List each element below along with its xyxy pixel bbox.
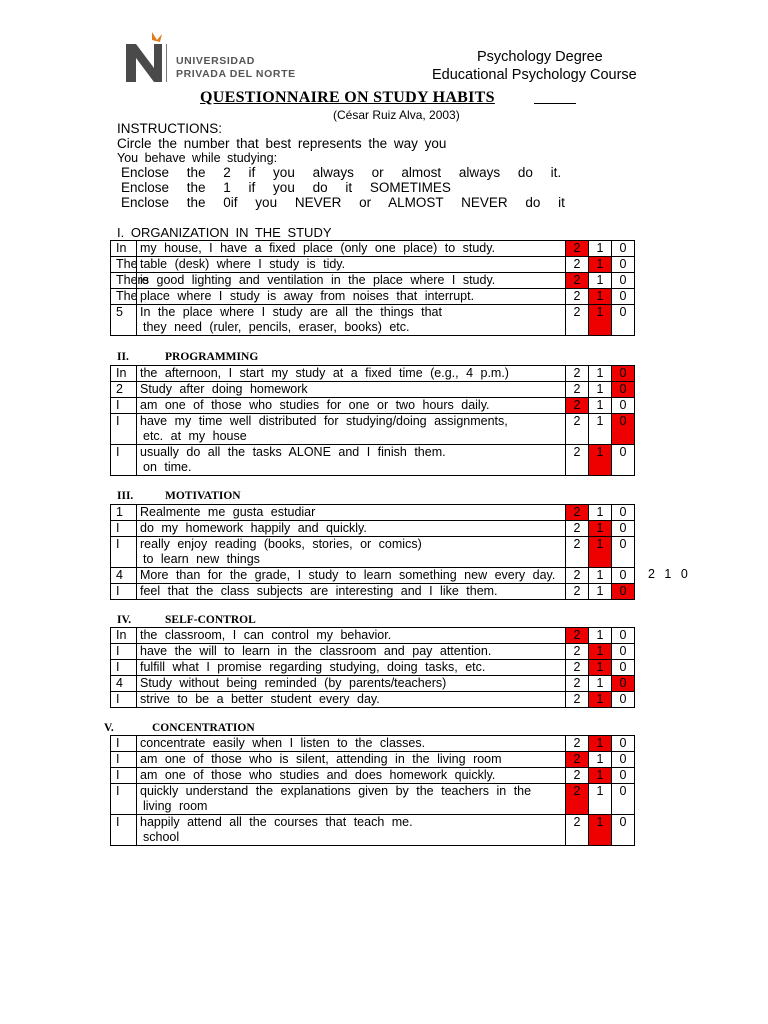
section-number: I. (117, 225, 125, 240)
question-text-cell (137, 736, 566, 752)
question-number: 2 (111, 382, 137, 398)
score-option-0[interactable]: 0 (612, 382, 635, 398)
section-table (110, 365, 635, 476)
instructions-line: Enclose the 2 if you always or almost always do it. (121, 165, 562, 180)
score-option-1[interactable]: 1 (589, 305, 612, 336)
score-option-2[interactable]: 2 (566, 568, 589, 584)
question-text: table (desk) where I study is tidy. (140, 257, 346, 271)
question-text: do my homework happily and quickly. (140, 521, 367, 535)
question-row (111, 768, 635, 784)
score-option-1[interactable]: 1 (589, 784, 612, 815)
question-number: I (111, 521, 137, 537)
score-option-0[interactable]: 0 (612, 537, 635, 568)
question-text-continued: etc. at my house (143, 429, 247, 443)
question-text-cell (137, 241, 566, 257)
question-row (111, 628, 635, 644)
question-text-cell (137, 414, 566, 445)
section-title: PROGRAMMING (165, 351, 259, 363)
score-option-1[interactable]: 1 (589, 398, 612, 414)
question-text-continued: school (143, 830, 180, 844)
score-option-0[interactable]: 0 (612, 257, 635, 273)
question-number: In (111, 241, 137, 257)
score-option-2[interactable]: 2 (566, 505, 589, 521)
question-text: am one of those who studies for one or two hours daily. (140, 398, 490, 412)
question-row (111, 815, 635, 846)
score-option-1[interactable]: 1 (589, 752, 612, 768)
university-logo (124, 30, 314, 86)
question-text: fulfill what I promise regarding studying, doing tasks, etc. (140, 660, 486, 674)
question-number: The (111, 289, 137, 305)
score-option-0[interactable]: 0 (612, 784, 635, 815)
score-option-2[interactable]: 2 (566, 398, 589, 414)
section-heading (117, 490, 241, 502)
question-row (111, 305, 635, 336)
question-number: I (111, 784, 137, 815)
score-option-0[interactable]: 0 (612, 644, 635, 660)
question-row (111, 676, 635, 692)
question-text: am one of those who is silent, attending in the living room (140, 752, 502, 766)
question-number: I (111, 398, 137, 414)
score-option-0[interactable]: 0 (612, 752, 635, 768)
score-option-2[interactable]: 2 (566, 660, 589, 676)
score-option-1[interactable]: 1 (589, 382, 612, 398)
question-row (111, 382, 635, 398)
question-text-cell (137, 521, 566, 537)
score-option-0[interactable]: 0 (612, 768, 635, 784)
score-option-0[interactable]: 0 (612, 445, 635, 476)
question-text-cell (137, 815, 566, 846)
question-number: I (111, 692, 137, 708)
question-text-cell (137, 584, 566, 600)
question-number: I (111, 752, 137, 768)
score-option-1[interactable]: 1 (589, 736, 612, 752)
score-option-1[interactable]: 1 (589, 768, 612, 784)
score-option-2[interactable]: 2 (566, 676, 589, 692)
section-table (110, 735, 635, 846)
section-title: CONCENTRATION (152, 722, 255, 734)
question-row (111, 644, 635, 660)
section-number: III. (117, 490, 134, 502)
question-text: is good lighting and ventilation in the place where I study. (140, 273, 496, 287)
title-underline (534, 103, 576, 104)
score-option-0[interactable]: 0 (612, 273, 635, 289)
question-number: I (111, 768, 137, 784)
question-text: Study after doing homework (140, 382, 308, 396)
logo-line-2: PRIVADA DEL NORTE (176, 68, 296, 80)
section-table (110, 240, 635, 336)
score-option-2[interactable]: 2 (566, 784, 589, 815)
score-option-0[interactable]: 0 (612, 660, 635, 676)
score-option-2[interactable]: 2 (566, 289, 589, 305)
score-option-0[interactable]: 0 (612, 692, 635, 708)
score-option-2[interactable]: 2 (566, 382, 589, 398)
question-text-cell (137, 445, 566, 476)
question-row (111, 273, 635, 289)
question-text: More than for the grade, I study to learn something new every day. (140, 568, 556, 582)
score-option-2[interactable]: 2 (566, 241, 589, 257)
question-row (111, 752, 635, 768)
question-text: have my time well distributed for studying/doing assignments, (140, 414, 508, 428)
score-option-2[interactable]: 2 (566, 815, 589, 846)
section-table (110, 627, 635, 708)
score-option-0[interactable]: 0 (612, 366, 635, 382)
question-text: concentrate easily when I listen to the classes. (140, 736, 426, 750)
question-text-cell (137, 398, 566, 414)
score-option-0[interactable]: 0 (612, 398, 635, 414)
score-option-2[interactable]: 2 (566, 752, 589, 768)
score-option-0[interactable]: 0 (612, 521, 635, 537)
question-row (111, 736, 635, 752)
question-row (111, 366, 635, 382)
question-number: I (111, 584, 137, 600)
score-option-2[interactable]: 2 (566, 692, 589, 708)
score-option-1[interactable]: 1 (589, 676, 612, 692)
question-row (111, 521, 635, 537)
section-heading (117, 614, 256, 626)
question-text: Study without being reminded (by parents/teachers) (140, 676, 447, 690)
score-option-0[interactable]: 0 (612, 628, 635, 644)
question-text: the afternoon, I start my study at a fixed time (e.g., 4 p.m.) (140, 366, 509, 380)
question-text: really enjoy reading (books, stories, or comics) (140, 537, 422, 551)
question-text-cell (137, 768, 566, 784)
logo-line-1: UNIVERSIDAD (176, 55, 255, 67)
score-option-1[interactable]: 1 (589, 366, 612, 382)
score-option-2[interactable]: 2 (566, 305, 589, 336)
score-option-0[interactable]: 0 (612, 815, 635, 846)
question-text-cell (137, 257, 566, 273)
question-text: quickly understand the explanations given by the teachers in the (140, 784, 532, 798)
score-option-2[interactable]: 2 (566, 257, 589, 273)
question-text-cell (137, 660, 566, 676)
score-option-1[interactable]: 1 (589, 568, 612, 584)
question-number: I (111, 445, 137, 476)
question-text: Realmente me gusta estudiar (140, 505, 316, 519)
score-option-0[interactable]: 0 (612, 676, 635, 692)
question-text: feel that the class subjects are interesting and I like them. (140, 584, 498, 598)
section-heading (104, 722, 255, 734)
question-text: am one of those who studies and does homework quickly. (140, 768, 496, 782)
question-text-cell (137, 382, 566, 398)
question-text-cell (137, 644, 566, 660)
score-option-1[interactable]: 1 (589, 521, 612, 537)
question-row (111, 537, 635, 568)
section-number: V. (104, 722, 114, 734)
score-option-1[interactable]: 1 (589, 241, 612, 257)
question-row (111, 568, 635, 584)
course-label: Educational Psychology Course (432, 67, 637, 83)
score-option-0[interactable]: 0 (612, 305, 635, 336)
question-row (111, 257, 635, 273)
section-number: II. (117, 351, 129, 363)
score-option-0[interactable]: 0 (612, 736, 635, 752)
question-text-continued: to learn new things (143, 552, 260, 566)
score-option-0[interactable]: 0 (612, 241, 635, 257)
question-text: the classroom, I can control my behavior. (140, 628, 392, 642)
question-number: I (111, 644, 137, 660)
question-number: 4 (111, 568, 137, 584)
score-option-1[interactable]: 1 (589, 584, 612, 600)
instructions-line: Circle the number that best represents the way you (117, 136, 447, 151)
question-row (111, 660, 635, 676)
score-option-1[interactable]: 1 (589, 660, 612, 676)
question-number: I (111, 414, 137, 445)
section-heading (117, 225, 332, 240)
question-row (111, 414, 635, 445)
question-text-cell (137, 568, 566, 584)
unpn-emblem-icon (124, 30, 170, 86)
section-heading (117, 351, 258, 363)
question-text-cell (137, 505, 566, 521)
score-option-0[interactable]: 0 (612, 568, 635, 584)
question-number: The (111, 257, 137, 273)
score-option-2[interactable]: 2 (566, 273, 589, 289)
score-option-1[interactable]: 1 (589, 289, 612, 305)
score-option-2[interactable]: 2 (566, 628, 589, 644)
score-option-1[interactable]: 1 (589, 537, 612, 568)
question-text-cell (137, 692, 566, 708)
question-text-continued: on time. (143, 460, 192, 474)
question-row (111, 241, 635, 257)
score-option-0[interactable]: 0 (612, 584, 635, 600)
question-text-continued: they need (ruler, pencils, eraser, books) etc. (143, 320, 410, 334)
score-option-1[interactable]: 1 (589, 505, 612, 521)
score-option-1[interactable]: 1 (589, 414, 612, 445)
score-option-2[interactable]: 2 (566, 537, 589, 568)
question-text: usually do all the tasks ALONE and I finish them. (140, 445, 446, 459)
question-number: In (111, 628, 137, 644)
section-title: ORGANIZATION IN THE STUDY (130, 225, 332, 240)
question-number: I (111, 660, 137, 676)
score-option-2[interactable]: 2 (566, 366, 589, 382)
question-text-continued: living room (143, 799, 208, 813)
score-option-1[interactable]: 1 (589, 815, 612, 846)
overflow-scores: 2 1 0 (648, 567, 688, 581)
question-text: happily attend all the courses that teach me. (140, 815, 413, 829)
question-text-cell (137, 273, 566, 289)
question-text-cell (137, 366, 566, 382)
score-option-2[interactable]: 2 (566, 584, 589, 600)
score-option-1[interactable]: 1 (589, 644, 612, 660)
question-text-cell (137, 676, 566, 692)
score-option-2[interactable]: 2 (566, 414, 589, 445)
question-row (111, 445, 635, 476)
score-option-0[interactable]: 0 (612, 289, 635, 305)
question-text: have the will to learn in the classroom and pay attention. (140, 644, 492, 658)
question-number: 1 (111, 505, 137, 521)
question-number: I (111, 736, 137, 752)
section-title: SELF-CONTROL (165, 614, 256, 626)
question-row (111, 584, 635, 600)
score-option-2[interactable]: 2 (566, 521, 589, 537)
question-number: There (111, 273, 137, 289)
question-number: I (111, 815, 137, 846)
question-number: 5 (111, 305, 137, 336)
question-text-cell (137, 784, 566, 815)
question-row (111, 692, 635, 708)
author-citation: (César Ruiz Alva, 2003) (333, 108, 460, 122)
score-option-1[interactable]: 1 (589, 257, 612, 273)
score-option-1[interactable]: 1 (589, 273, 612, 289)
score-option-2[interactable]: 2 (566, 736, 589, 752)
question-text-cell (137, 628, 566, 644)
question-number: I (111, 537, 137, 568)
question-row (111, 505, 635, 521)
score-option-0[interactable]: 0 (612, 414, 635, 445)
score-option-2[interactable]: 2 (566, 445, 589, 476)
question-text: In the place where I study are all the things that (140, 305, 442, 319)
instructions-heading: INSTRUCTIONS: (117, 121, 223, 136)
question-row (111, 398, 635, 414)
question-number: 4 (111, 676, 137, 692)
instructions-line: Enclose the 0if you NEVER or ALMOST NEVER do it (121, 195, 565, 210)
question-text: place where I study is away from noises that interrupt. (140, 289, 475, 303)
question-text-cell (137, 537, 566, 568)
score-option-1[interactable]: 1 (589, 628, 612, 644)
score-option-0[interactable]: 0 (612, 505, 635, 521)
question-row (111, 289, 635, 305)
page-title: QUESTIONNAIRE ON STUDY HABITS (200, 89, 495, 106)
question-text-cell (137, 305, 566, 336)
score-option-1[interactable]: 1 (589, 445, 612, 476)
instructions-line: Enclose the 1 if you do it SOMETIMES (121, 180, 451, 195)
section-title: MOTIVATION (165, 490, 241, 502)
score-option-1[interactable]: 1 (589, 692, 612, 708)
degree-label: Psychology Degree (477, 49, 603, 65)
question-text: strive to be a better student every day. (140, 692, 380, 706)
score-option-2[interactable]: 2 (566, 644, 589, 660)
instructions-line: You behave while studying: (117, 151, 278, 165)
score-option-2[interactable]: 2 (566, 768, 589, 784)
section-table (110, 504, 635, 600)
section-number: IV. (117, 614, 132, 626)
question-text-cell (137, 289, 566, 305)
question-row (111, 784, 635, 815)
question-number: In (111, 366, 137, 382)
question-text: my house, I have a fixed place (only one place) to study. (140, 241, 496, 255)
question-text-cell (137, 752, 566, 768)
